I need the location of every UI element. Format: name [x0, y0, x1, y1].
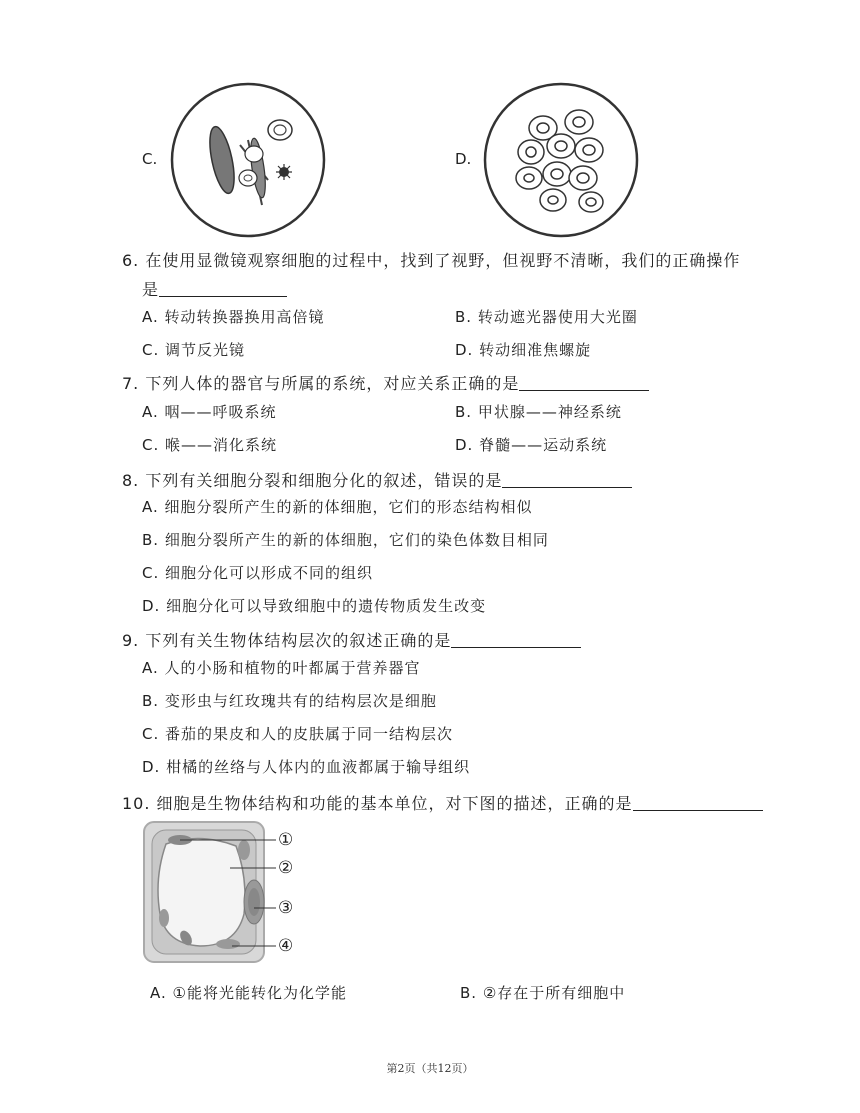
question-10-stem-line	[122, 791, 763, 814]
question-6-stem-cont	[142, 277, 287, 300]
question-9-stem-line	[122, 628, 581, 651]
q7-option-b[interactable]: B. 甲状腺——神经系统	[455, 403, 622, 421]
figure-d-label: D.	[455, 150, 472, 168]
q9-option-d[interactable]: D. 柑橘的丝络与人体内的血液都属于输导组织	[142, 758, 471, 776]
answer-blank-7[interactable]	[519, 374, 649, 391]
question-10-stem: 10. 细胞是生物体结构和功能的基本单位，对下图的描述，正确的是	[122, 794, 633, 813]
question-7-stem-line	[122, 371, 649, 394]
answer-blank-10[interactable]	[633, 794, 763, 811]
q8-option-a[interactable]: A. 细胞分裂所产生的新的体细胞，它们的形态结构相似	[142, 498, 533, 516]
cell-label-2: ②	[278, 858, 294, 878]
q9-option-a[interactable]: A. 人的小肠和植物的叶都属于营养器官	[142, 659, 421, 677]
q6-option-a[interactable]: A. 转动转换器换用高倍镜	[142, 308, 325, 326]
page-footer: 第2页（共12页）	[386, 1062, 474, 1075]
q9-option-b[interactable]: B. 变形虫与红玫瑰共有的结构层次是细胞	[142, 692, 437, 710]
figure-d-microscope-view	[481, 80, 641, 240]
question-6-stem-end: 是	[142, 280, 160, 299]
question-9-stem: 9. 下列有关生物体结构层次的叙述正确的是	[122, 631, 452, 650]
q10-option-a[interactable]: A. ①能将光能转化为化学能	[150, 984, 347, 1002]
q8-option-c[interactable]: C. 细胞分化可以形成不同的组织	[142, 564, 374, 582]
question-8-stem: 8. 下列有关细胞分裂和细胞分化的叙述，错误的是	[122, 471, 503, 490]
figure-c-label: C.	[142, 150, 158, 168]
figure-c-microscope-view	[168, 80, 328, 240]
answer-blank-6[interactable]	[159, 280, 287, 297]
q6-option-b[interactable]: B. 转动遮光器使用大光圈	[455, 308, 638, 326]
q6-option-c[interactable]: C. 调节反光镜	[142, 341, 246, 359]
q7-option-d[interactable]: D. 脊髓——运动系统	[455, 436, 608, 454]
cell-label-4: ④	[278, 936, 294, 956]
q7-option-c[interactable]: C. 喉——消化系统	[142, 436, 278, 454]
answer-blank-8[interactable]	[502, 471, 632, 488]
q9-option-c[interactable]: C. 番茄的果皮和人的皮肤属于同一结构层次	[142, 725, 454, 743]
q7-option-a[interactable]: A. 咽——呼吸系统	[142, 403, 277, 421]
answer-blank-9[interactable]	[451, 631, 581, 648]
q6-option-d[interactable]: D. 转动细准焦螺旋	[455, 341, 592, 359]
q8-option-b[interactable]: B. 细胞分裂所产生的新的体细胞，它们的染色体数目相同	[142, 531, 549, 549]
cell-label-1: ①	[278, 830, 294, 850]
q10-option-b[interactable]: B. ②存在于所有细胞中	[460, 984, 626, 1002]
question-8-stem-line	[122, 468, 632, 491]
cell-label-3: ③	[278, 898, 294, 918]
question-7-stem: 7. 下列人体的器官与所属的系统，对应关系正确的是	[122, 374, 520, 393]
q8-option-d[interactable]: D. 细胞分化可以导致细胞中的遗传物质发生改变	[142, 597, 487, 615]
question-6-stem: 6. 在使用显微镜观察细胞的过程中，找到了视野，但视野不清晰，我们的正确操作	[122, 251, 741, 270]
